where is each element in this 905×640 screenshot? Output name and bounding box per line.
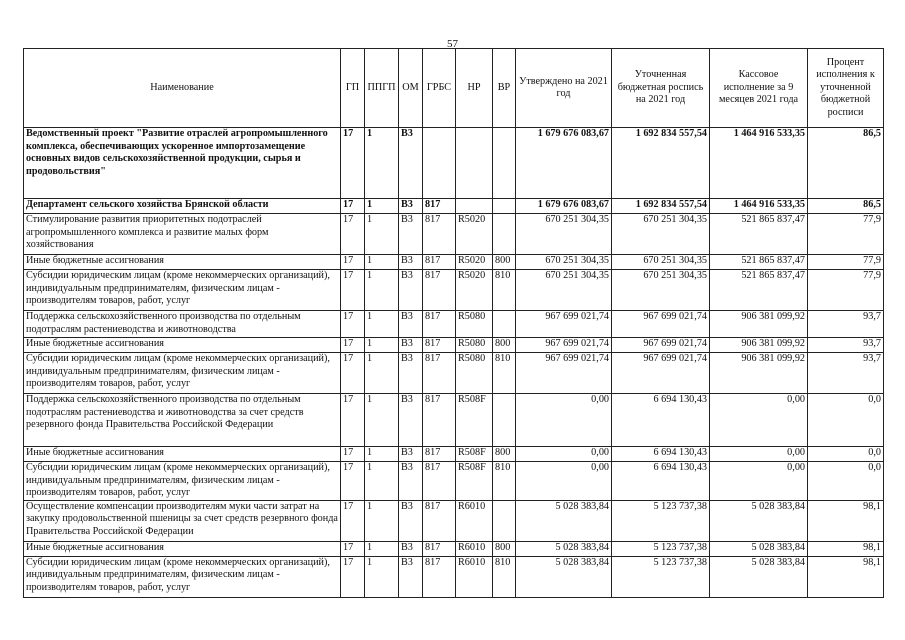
row-ppgp: 1: [365, 462, 399, 501]
row-vr: 810: [493, 270, 516, 311]
row-percent: 77,9: [808, 214, 884, 255]
row-grbs: 817: [423, 394, 456, 447]
row-name: Ведомственный проект "Развитие отраслей агропромышленного комплекса, обеспечивающих ускоренное импортозамещение основных видов сельскохозяйственной продукции, сырья и продовольствия": [24, 128, 341, 199]
table-row: [24, 199, 884, 214]
row-om: В3: [399, 447, 423, 462]
row-refined: 967 699 021,74: [612, 338, 710, 353]
row-ppgp: 1: [365, 128, 399, 199]
header-gp: ГП: [341, 49, 365, 128]
row-grbs: 817: [423, 541, 456, 556]
row-om: В3: [399, 462, 423, 501]
row-approved: 5 028 383,84: [516, 556, 612, 597]
row-executed: 906 381 099,92: [710, 353, 808, 394]
row-refined: 670 251 304,35: [612, 270, 710, 311]
row-om: В3: [399, 128, 423, 199]
row-nr: R6010: [456, 500, 493, 541]
table-row: [24, 128, 884, 199]
row-om: В3: [399, 394, 423, 447]
row-om: В3: [399, 255, 423, 270]
row-gp: 17: [341, 214, 365, 255]
row-grbs: 817: [423, 270, 456, 311]
row-om: В3: [399, 199, 423, 214]
row-percent: 93,7: [808, 338, 884, 353]
row-ppgp: 1: [365, 338, 399, 353]
row-refined: 6 694 130,43: [612, 462, 710, 501]
row-refined: 967 699 021,74: [612, 353, 710, 394]
row-nr: R6010: [456, 541, 493, 556]
row-grbs: 817: [423, 255, 456, 270]
header-nr: НР: [456, 49, 493, 128]
row-refined: 670 251 304,35: [612, 214, 710, 255]
table-row: [24, 338, 884, 353]
row-ppgp: 1: [365, 255, 399, 270]
row-percent: 86,5: [808, 199, 884, 214]
row-percent: 0,0: [808, 462, 884, 501]
row-om: В3: [399, 500, 423, 541]
row-gp: 17: [341, 255, 365, 270]
row-executed: 5 028 383,84: [710, 541, 808, 556]
header-row: [24, 49, 884, 128]
row-grbs: 817: [423, 338, 456, 353]
row-refined: 6 694 130,43: [612, 447, 710, 462]
row-vr: 810: [493, 556, 516, 597]
row-gp: 17: [341, 394, 365, 447]
row-percent: 98,1: [808, 541, 884, 556]
row-executed: 1 464 916 533,35: [710, 128, 808, 199]
table-row: [24, 214, 884, 255]
row-executed: 906 381 099,92: [710, 311, 808, 338]
row-vr: [493, 199, 516, 214]
row-grbs: 817: [423, 214, 456, 255]
row-grbs: [423, 128, 456, 199]
row-om: В3: [399, 270, 423, 311]
row-executed: 1 464 916 533,35: [710, 199, 808, 214]
row-vr: [493, 214, 516, 255]
row-refined: 5 123 737,38: [612, 541, 710, 556]
row-ppgp: 1: [365, 394, 399, 447]
row-executed: 0,00: [710, 447, 808, 462]
row-om: В3: [399, 556, 423, 597]
row-om: В3: [399, 311, 423, 338]
row-refined: 967 699 021,74: [612, 311, 710, 338]
row-grbs: 817: [423, 462, 456, 501]
row-vr: 800: [493, 338, 516, 353]
row-approved: 670 251 304,35: [516, 255, 612, 270]
row-approved: 5 028 383,84: [516, 541, 612, 556]
row-executed: 0,00: [710, 462, 808, 501]
row-approved: 0,00: [516, 394, 612, 447]
row-ppgp: 1: [365, 353, 399, 394]
table-row: [24, 270, 884, 311]
row-vr: [493, 500, 516, 541]
row-ppgp: 1: [365, 556, 399, 597]
row-ppgp: 1: [365, 270, 399, 311]
row-om: В3: [399, 338, 423, 353]
row-nr: R5080: [456, 353, 493, 394]
row-executed: 906 381 099,92: [710, 338, 808, 353]
row-percent: 77,9: [808, 255, 884, 270]
row-executed: 5 028 383,84: [710, 500, 808, 541]
header-om: ОМ: [399, 49, 423, 128]
row-nr: R508F: [456, 462, 493, 501]
table-row: [24, 353, 884, 394]
row-ppgp: 1: [365, 541, 399, 556]
row-vr: [493, 394, 516, 447]
row-approved: 670 251 304,35: [516, 270, 612, 311]
row-vr: [493, 128, 516, 199]
row-nr: R5080: [456, 311, 493, 338]
row-approved: 967 699 021,74: [516, 311, 612, 338]
row-vr: 800: [493, 541, 516, 556]
row-name: Субсидии юридическим лицам (кроме некоммерческих организаций), индивидуальным предпринимателям, физическим лицам - производителям товаров, работ, услуг: [24, 556, 341, 597]
row-ppgp: 1: [365, 214, 399, 255]
page-number: 57: [447, 38, 458, 50]
row-grbs: 817: [423, 447, 456, 462]
row-percent: 93,7: [808, 353, 884, 394]
row-refined: 6 694 130,43: [612, 394, 710, 447]
header-percent: Процент исполнения к уточненной бюджетной росписи: [808, 49, 884, 128]
row-percent: 86,5: [808, 128, 884, 199]
row-om: В3: [399, 214, 423, 255]
row-name: Поддержка сельскохозяйственного производства по отдельным подотраслям растениеводства и животноводства: [24, 311, 341, 338]
row-name: Иные бюджетные ассигнования: [24, 541, 341, 556]
row-grbs: 817: [423, 311, 456, 338]
row-vr: 810: [493, 353, 516, 394]
row-percent: 98,1: [808, 556, 884, 597]
table-row: [24, 541, 884, 556]
row-executed: 521 865 837,47: [710, 270, 808, 311]
row-executed: 521 865 837,47: [710, 214, 808, 255]
row-gp: 17: [341, 199, 365, 214]
table-row: [24, 556, 884, 597]
header-ppgp: ППГП: [365, 49, 399, 128]
row-executed: 521 865 837,47: [710, 255, 808, 270]
row-approved: 5 028 383,84: [516, 500, 612, 541]
row-om: В3: [399, 353, 423, 394]
row-nr: R6010: [456, 556, 493, 597]
row-nr: R508F: [456, 394, 493, 447]
row-gp: 17: [341, 353, 365, 394]
row-percent: 77,9: [808, 270, 884, 311]
table-row: [24, 255, 884, 270]
row-nr: R5020: [456, 270, 493, 311]
row-gp: 17: [341, 462, 365, 501]
row-executed: 5 028 383,84: [710, 556, 808, 597]
row-executed: 0,00: [710, 394, 808, 447]
table-row: [24, 394, 884, 447]
row-approved: 0,00: [516, 462, 612, 501]
row-nr: R5020: [456, 214, 493, 255]
row-ppgp: 1: [365, 311, 399, 338]
row-percent: 93,7: [808, 311, 884, 338]
budget-table: [23, 48, 884, 598]
row-gp: 17: [341, 338, 365, 353]
row-name: Стимулирование развития приоритетных подотраслей агропромышленного комплекса и развитие малых форм хозяйствования: [24, 214, 341, 255]
row-refined: 1 692 834 557,54: [612, 128, 710, 199]
header-grbs: ГРБС: [423, 49, 456, 128]
row-grbs: 817: [423, 199, 456, 214]
row-grbs: 817: [423, 556, 456, 597]
header-approved: Утверждено на 2021 год: [516, 49, 612, 128]
row-approved: 1 679 676 083,67: [516, 199, 612, 214]
table-row: [24, 447, 884, 462]
row-name: Иные бюджетные ассигнования: [24, 447, 341, 462]
row-refined: 5 123 737,38: [612, 556, 710, 597]
row-gp: 17: [341, 128, 365, 199]
row-gp: 17: [341, 541, 365, 556]
row-vr: [493, 311, 516, 338]
row-percent: 98,1: [808, 500, 884, 541]
row-gp: 17: [341, 556, 365, 597]
row-approved: 1 679 676 083,67: [516, 128, 612, 199]
row-name: Иные бюджетные ассигнования: [24, 255, 341, 270]
table-row: [24, 500, 884, 541]
table-row: [24, 462, 884, 501]
row-refined: 670 251 304,35: [612, 255, 710, 270]
row-grbs: 817: [423, 500, 456, 541]
row-ppgp: 1: [365, 199, 399, 214]
row-name: Поддержка сельскохозяйственного производства по отдельным подотраслям растениеводства и животноводства за счет средств резервного фонда Правительства Российской Федерации: [24, 394, 341, 447]
row-approved: 967 699 021,74: [516, 353, 612, 394]
header-name: Наименование: [24, 49, 341, 128]
row-vr: 800: [493, 255, 516, 270]
row-om: В3: [399, 541, 423, 556]
header-vr: ВР: [493, 49, 516, 128]
row-nr: R5080: [456, 338, 493, 353]
row-grbs: 817: [423, 353, 456, 394]
row-nr: [456, 128, 493, 199]
row-refined: 5 123 737,38: [612, 500, 710, 541]
row-vr: 800: [493, 447, 516, 462]
row-gp: 17: [341, 447, 365, 462]
row-gp: 17: [341, 500, 365, 541]
row-gp: 17: [341, 311, 365, 338]
table-row: [24, 311, 884, 338]
row-nr: R5020: [456, 255, 493, 270]
row-nr: [456, 199, 493, 214]
header-executed: Кассовое исполнение за 9 месяцев 2021 года: [710, 49, 808, 128]
row-percent: 0,0: [808, 447, 884, 462]
row-ppgp: 1: [365, 500, 399, 541]
row-percent: 0,0: [808, 394, 884, 447]
row-nr: R508F: [456, 447, 493, 462]
row-approved: 967 699 021,74: [516, 338, 612, 353]
header-refined: Уточненная бюджетная роспись на 2021 год: [612, 49, 710, 128]
row-approved: 670 251 304,35: [516, 214, 612, 255]
row-gp: 17: [341, 270, 365, 311]
row-name: Субсидии юридическим лицам (кроме некоммерческих организаций), индивидуальным предпринимателям, физическим лицам - производителям товаров, работ, услуг: [24, 462, 341, 501]
row-name: Осуществление компенсации производителям муки части затрат на закупку продовольственной пшеницы за счет средств резервного фонда Правительства Российской Федерации: [24, 500, 341, 541]
row-approved: 0,00: [516, 447, 612, 462]
row-name: Иные бюджетные ассигнования: [24, 338, 341, 353]
row-name: Субсидии юридическим лицам (кроме некоммерческих организаций), индивидуальным предпринимателям, физическим лицам - производителям товаров, работ, услуг: [24, 270, 341, 311]
row-ppgp: 1: [365, 447, 399, 462]
row-name: Департамент сельского хозяйства Брянской области: [24, 199, 341, 214]
row-vr: 810: [493, 462, 516, 501]
row-refined: 1 692 834 557,54: [612, 199, 710, 214]
row-name: Субсидии юридическим лицам (кроме некоммерческих организаций), индивидуальным предпринимателям, физическим лицам - производителям товаров, работ, услуг: [24, 353, 341, 394]
